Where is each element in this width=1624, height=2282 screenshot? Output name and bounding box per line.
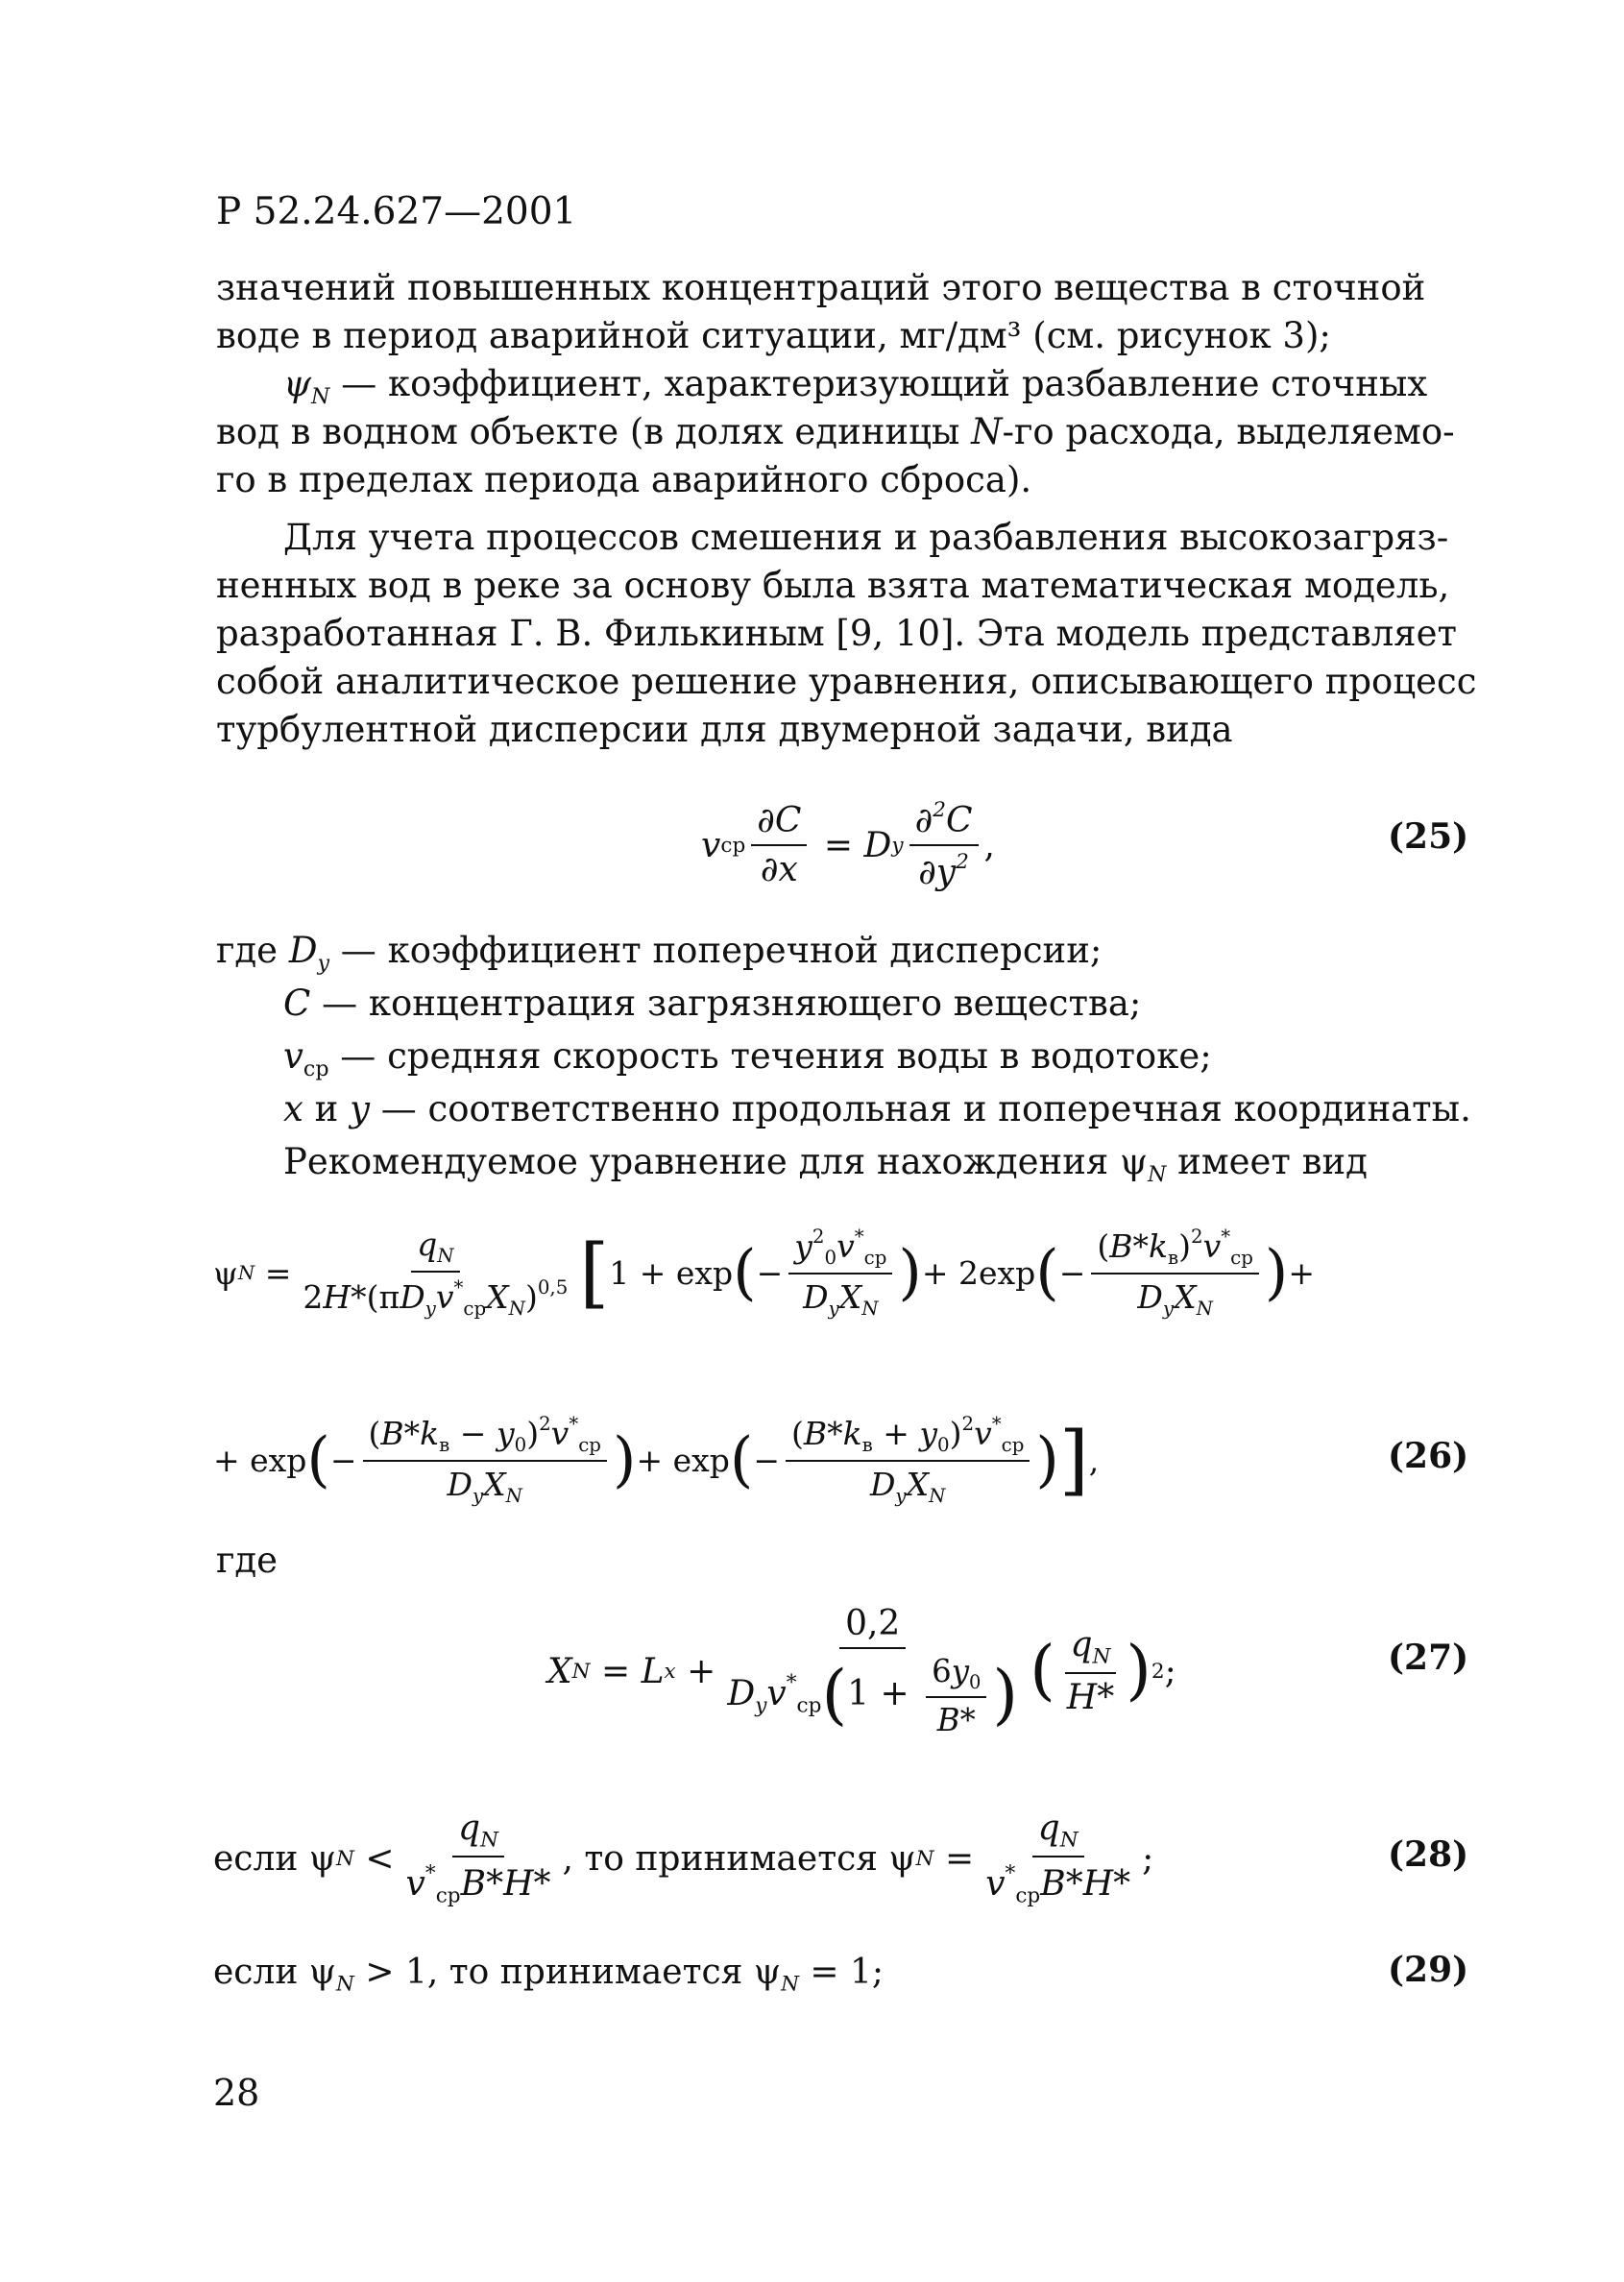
- text-span: , то принимается: [562, 1838, 878, 1879]
- text-line: го в пределах периода аварийного сброса).: [216, 459, 1032, 500]
- psi-symbol: ψ: [283, 363, 312, 404]
- text-line: ненных вод в реке за основу была взята математическая модель,: [216, 565, 1450, 606]
- text-span: вод в водном объекте (в долях единицы: [216, 411, 972, 452]
- equation-number: (27): [1388, 1638, 1469, 1678]
- text-span: — коэффициент поперечной дисперсии;: [329, 930, 1103, 971]
- equation-number: (25): [1388, 816, 1469, 857]
- text-span: имеет вид: [1166, 1141, 1368, 1182]
- recommend-line: Рекомендуемое уравнение для нахождения $\psi_N$ имеет вид: [283, 1141, 1368, 1187]
- text-span: если ψ: [213, 1953, 337, 1992]
- text-line: значений повышенных концентраций этого вещества в сточной: [216, 267, 1426, 308]
- text-line: воде в период аварийной ситуации, мг/дм³ (см. рисунок 3);: [216, 315, 1331, 356]
- text-line: Для учета процессов смешения и разбавления высокозагряз-: [283, 517, 1449, 558]
- document-code: Р 52.24.627—2001: [216, 190, 577, 233]
- definition-d: где $D_y$ — коэффициент поперечной дисперсии;: [216, 930, 1103, 976]
- text-line: разработанная Г. В. Филькиным [9, 10]. Эта модель представляет: [216, 613, 1458, 654]
- equation-number: (26): [1388, 1436, 1469, 1476]
- equation-29: если $\psi_N > 1$, то принимается $\psi_N = 1$;: [213, 1953, 885, 1997]
- text-line: турбулентной дисперсии для двумерной задачи, вида: [216, 709, 1233, 750]
- text-span: если: [213, 1838, 299, 1879]
- psi-text: — коэффициент, характеризующий разбавление сточных: [329, 363, 1428, 404]
- text-span: = 1;: [798, 1953, 885, 1992]
- text-line: собой аналитическое решение уравнения, описывающего процесс: [216, 661, 1477, 702]
- equation-28: если ψ N < $\frac{q_N}{v^*_{ср}B*H*}$ , то принимается ψ N = $\frac{q_N}{v^*_{ср}B*H*}$ ;: [213, 1808, 1154, 1909]
- text-span: Рекомендуемое уравнение для нахождения ψ: [283, 1141, 1148, 1182]
- text-span: — соответственно продольная и поперечная координаты.: [369, 1088, 1471, 1129]
- text-span: и: [303, 1088, 351, 1129]
- text-line: [216, 408, 1455, 456]
- where-label: где: [216, 1540, 279, 1581]
- text-span: — средняя скорость течения воды в водотоке;: [328, 1035, 1212, 1077]
- n-symbol: N: [971, 411, 1003, 452]
- equation-26-line1: ψ N = $\frac{q_N}{2H*(\pi D_yv^*_{ср}X_N)^{0,5}}$ [ 1 + exp ( − $\frac{y^2_0v^*_{ср}}{D_yX_N}$ ) + 2exp ( − $\frac{(B*k_в)^2v^*_{ср}}{D_yX_N}$ ) +: [213, 1226, 1316, 1320]
- text-span: -го расхода, выделяемо-: [1002, 411, 1455, 452]
- text-span: > 1, то принимается ψ: [353, 1953, 782, 1992]
- definition-v: $v_{ср}$ — средняя скорость течения воды в водотоке;: [283, 1035, 1212, 1081]
- definition-c: C — концентрация загрязняющего вещества;: [283, 983, 1142, 1024]
- equation-25: v ср $\frac{\partial C}{\partial x}$ = D y $\frac{\partial^2C}{\partial y^2}$ ,: [701, 797, 995, 893]
- page-number: 28: [213, 2072, 260, 2114]
- equation-number: (29): [1388, 1950, 1469, 1990]
- equation-27: X N = L x + 0,2 $D_yv^*_{ср}(1$ + $\frac{6y_0}{B*}$ ) ( $\frac{q_N}{H*}$ ) 2 ;: [547, 1603, 1176, 1739]
- psi-sub: N: [311, 383, 330, 409]
- equation-number: (28): [1388, 1834, 1469, 1875]
- equation-26-line2: + exp ( − $\frac{(B*k_в - y_0)^2v^*_{ср}}{D_yX_N}$ ) + exp ( − $\frac{(B*k_в + y_0)^2v^*_{ср}}{D_yX_N}$ ) ] ,: [213, 1413, 1100, 1507]
- text-span: где: [216, 930, 289, 971]
- psi-definition-line: [283, 360, 1427, 412]
- text-span: — концентрация загрязняющего вещества;: [310, 983, 1142, 1024]
- definition-xy: x и y — соответственно продольная и поперечная координаты.: [283, 1088, 1471, 1129]
